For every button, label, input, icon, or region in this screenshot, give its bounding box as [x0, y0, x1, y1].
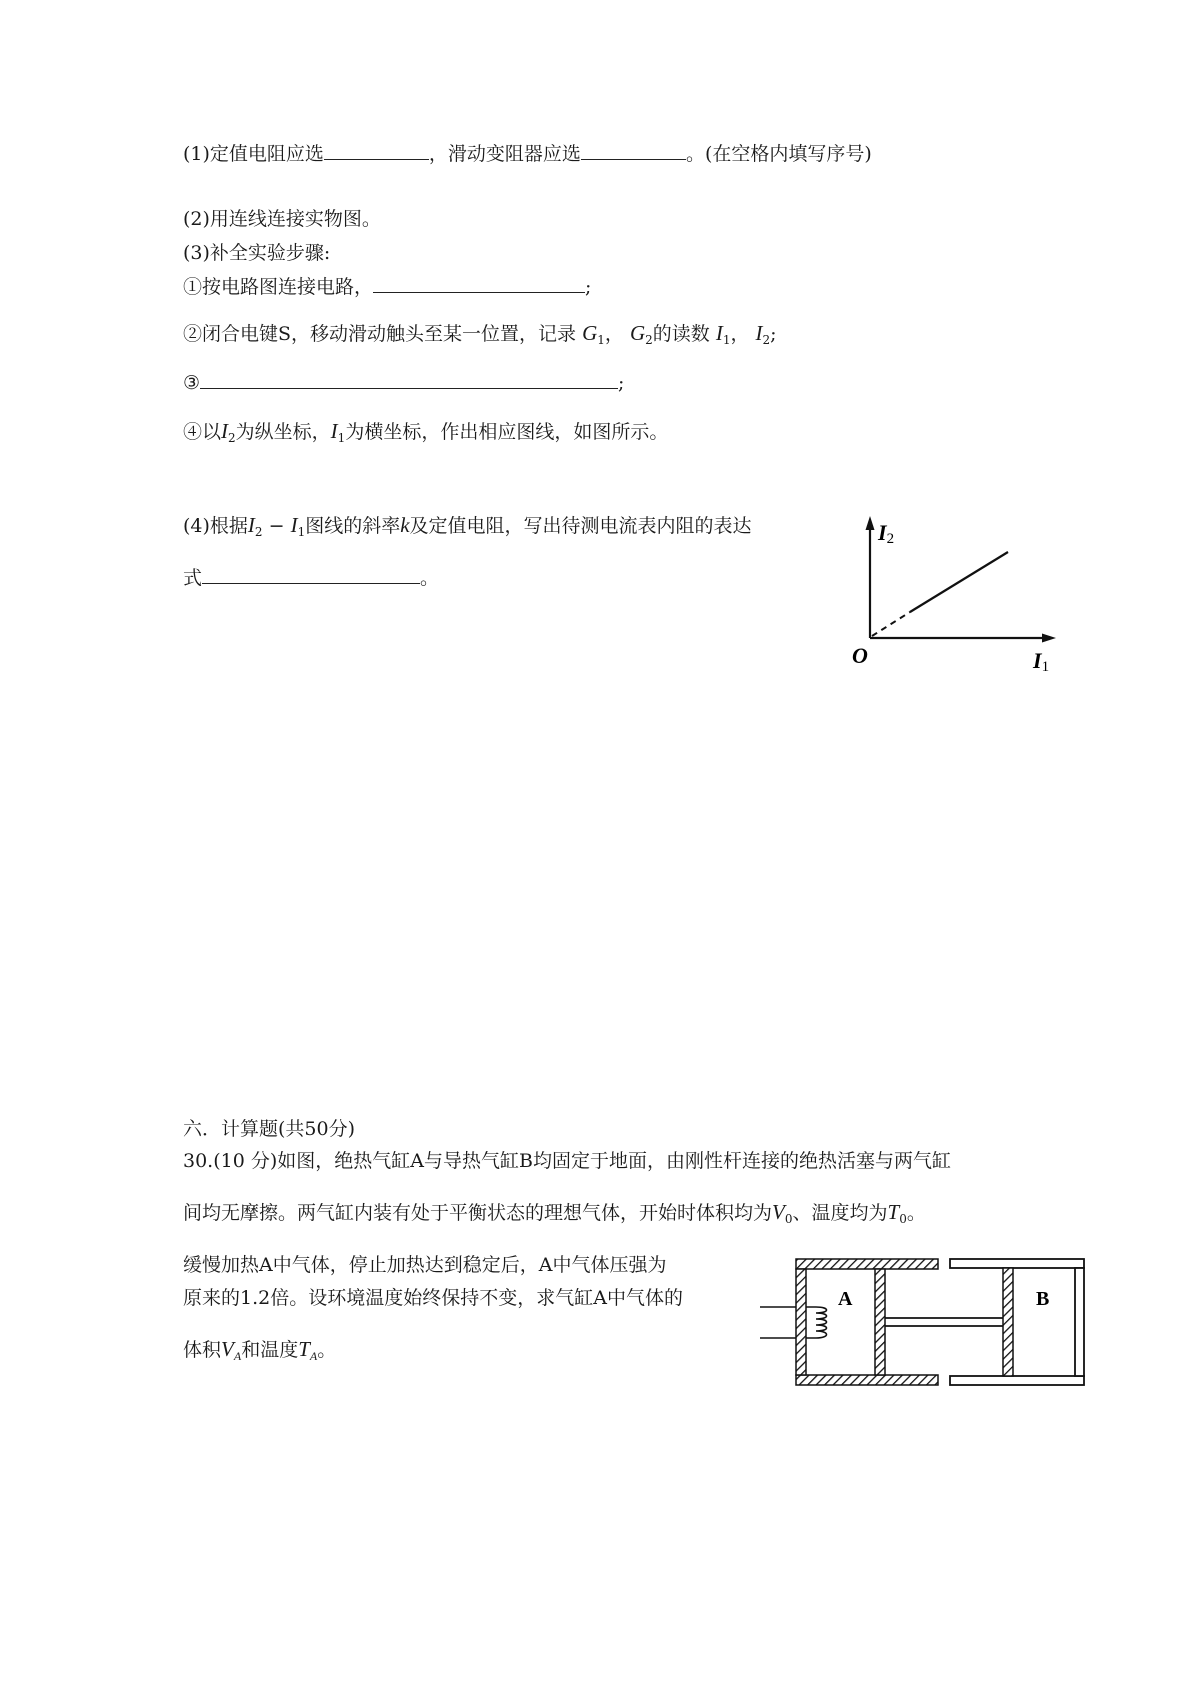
symbol-i2: I [755, 321, 763, 345]
x-axis-label: I1 [1033, 648, 1050, 675]
q1-suffix: 。(在空格内填写序号) [685, 143, 872, 165]
label-a: A [838, 1288, 853, 1310]
label-b: B [1036, 1288, 1050, 1310]
step-3 [183, 368, 624, 396]
sub-0b: 0 [899, 1212, 907, 1226]
p30-l5-text: 体积 [183, 1339, 222, 1361]
sub-2: 2 [645, 333, 653, 347]
y-axis-label: I2 [878, 520, 895, 547]
p30-l5-mid: 和温度 [241, 1339, 299, 1361]
sub-1: 1 [297, 525, 306, 539]
problem-30-line-5 [183, 1336, 336, 1369]
q4-text: (4)根据 [183, 515, 248, 537]
symbol-i1: I [715, 321, 723, 345]
comma: ， [604, 323, 624, 345]
sub-2: 2 [228, 431, 236, 445]
step-2-mid: 的读数 [652, 323, 710, 345]
symbol-t0: T [887, 1200, 900, 1224]
step-1-end: ; [585, 276, 592, 298]
problem-30-line-2 [183, 1199, 926, 1232]
piston-a [875, 1269, 885, 1375]
q4b-text: 式 [183, 567, 203, 589]
step-4-end: 为横坐标，作出相应图线，如图所示。 [345, 421, 669, 443]
step-4-mid: 为纵坐标， [235, 421, 331, 443]
cylinder-a [796, 1259, 938, 1385]
problem-30-line-3: 缓慢加热A中气体，停止加热达到稳定后，A中气体压强为 [183, 1254, 667, 1276]
step-4 [183, 418, 668, 451]
symbol-g2: G [629, 321, 646, 345]
p30-l5-end: 。 [317, 1339, 337, 1361]
p30-l2-text: 间均无摩擦。两气缸内装有处于平衡状态的理想气体，开始时体积均为 [183, 1202, 773, 1224]
section-heading: 六．计算题(共50分) [183, 1118, 356, 1140]
step-2-text: ②闭合电键S，移动滑动触头至某一位置，记录 [183, 323, 577, 345]
step-2-end: ; [770, 323, 777, 345]
sub-1: 1 [597, 333, 605, 347]
sub-a2: A [309, 1349, 318, 1363]
q4b-end: 。 [420, 567, 440, 589]
symbol-i2: I [247, 513, 255, 537]
graph-line-dashed [872, 612, 910, 636]
symbol-i2: I [221, 419, 229, 443]
heater-coil-icon [760, 1307, 827, 1338]
q1-prefix: (1)定值电阻应选 [183, 143, 324, 165]
question-4 [183, 512, 752, 545]
answer-blank-expression[interactable] [202, 563, 420, 584]
i2-i1-graph [840, 510, 1070, 680]
symbol-i1: I [290, 513, 298, 537]
answer-blank-step-1[interactable] [373, 272, 585, 293]
sub-2b: 2 [762, 333, 771, 347]
step-3-end: ; [618, 372, 625, 394]
sub-1b: 1 [722, 333, 731, 347]
question-2: (2)用连线连接实物图。 [183, 208, 381, 230]
sub-a: A [233, 1349, 242, 1363]
p30-l2-mid: 、温度均为 [792, 1202, 888, 1224]
q4-end: 及定值电阻，写出待测电流表内阻的表达 [409, 515, 752, 537]
symbol-i1: I [330, 419, 338, 443]
sub-2: 2 [254, 525, 263, 539]
step-1-text: ①按电路图连接电路， [183, 276, 374, 298]
answer-blank-step-3[interactable] [200, 368, 618, 389]
question-4-continued [183, 563, 439, 591]
y-arrow [866, 516, 875, 530]
symbol-k: k [400, 513, 410, 537]
step-3-text: ③ [183, 372, 201, 394]
question-1 [183, 139, 872, 167]
step-1 [183, 272, 591, 300]
symbol-v0: V [772, 1200, 785, 1224]
sub-1: 1 [337, 431, 346, 445]
problem-30-line-4: 原来的1.2倍。设环境温度始终保持不变，求气缸A中气体的 [183, 1287, 683, 1309]
problem-30-line-1: 30.(10 分)如图，绝热气缸A与导热气缸B均固定于地面，由刚性杆连接的绝热活塞与两气缸 [183, 1150, 951, 1172]
minus-sign: − [262, 515, 291, 537]
q4-mid: 图线的斜率 [305, 515, 401, 537]
answer-blank-resistor[interactable] [324, 139, 429, 160]
comma-2: ， [730, 323, 750, 345]
origin-label: O [852, 643, 868, 668]
step-4-text: ④以 [183, 421, 222, 443]
step-2 [183, 320, 777, 353]
sub-0: 0 [784, 1212, 793, 1226]
p30-l2-end: 。 [906, 1202, 926, 1224]
symbol-ta: T [298, 1337, 310, 1361]
question-3: (3)补全实验步骤: [183, 242, 331, 264]
answer-blank-rheostat[interactable] [581, 139, 686, 160]
symbol-g1: G [582, 321, 598, 345]
graph-line [910, 552, 1008, 612]
symbol-va: V [221, 1337, 234, 1361]
piston-b [1003, 1268, 1013, 1376]
q1-mid: ，滑动变阻器应选 [428, 143, 581, 165]
x-arrow [1042, 634, 1056, 643]
cylinder-diagram [760, 1245, 1090, 1400]
cylinder-b [950, 1259, 1084, 1385]
